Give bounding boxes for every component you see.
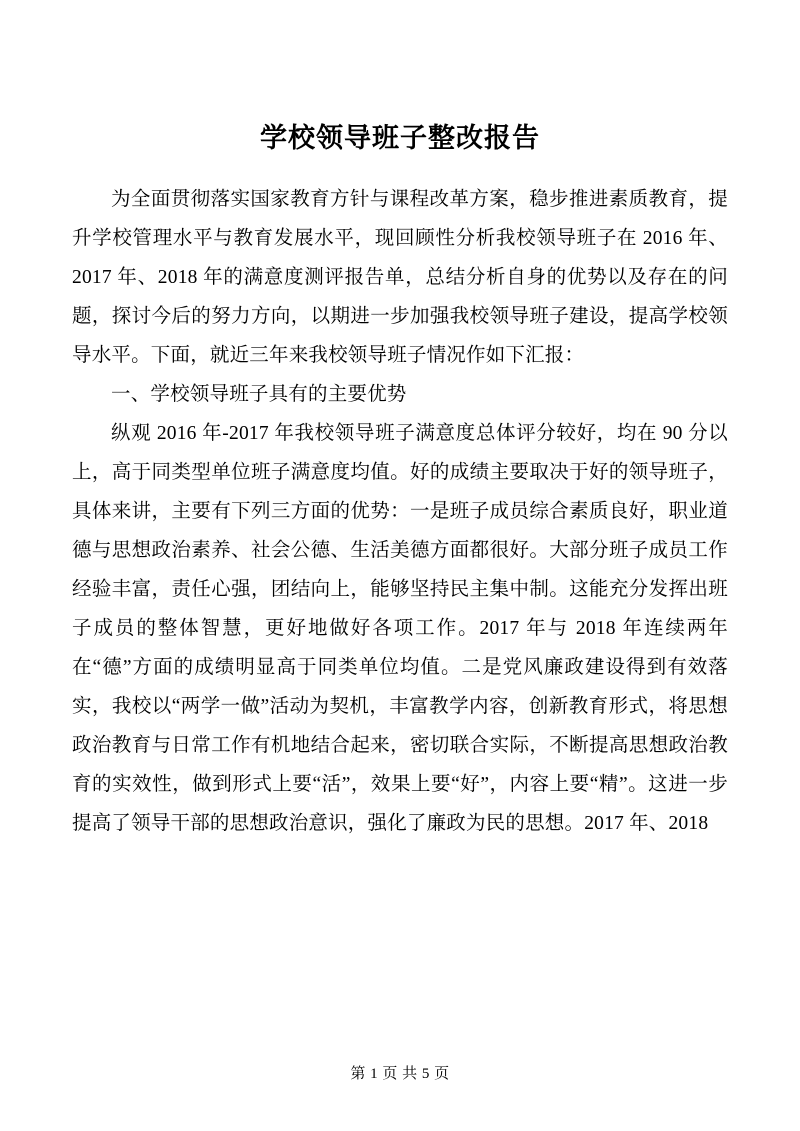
paragraph-intro: 为全面贯彻落实国家教育方针与课程改革方案，稳步推进素质教育，提升学校管理水平与教育发展水平，现回顾性分析我校领导班子在 2016 年、2017 年、2018 年的满意度测评报告单，总结分析自身的优势以及存在的问题，探讨今后的努力方向，以期进一步加强我校领导班子建设，提高学校领导水平。下面，就近三年来我校领导班子情况作如下汇报： — [72, 188, 728, 366]
paragraph-body: 纵观 2016 年-2017 年我校领导班子满意度总体评分较好，均在 90 分以上，高于同类型单位班子满意度均值。好的成绩主要取决于好的领导班子，具体来讲，主要有下列三方面的优势：一是班子成员综合素质良好，职业道德与思想政治素养、社会公德、生活美德方面都很好。大部分班子成员工作经验丰富，责任心强，团结向上，能够坚持民主集中制。这能充分发挥出班子成员的整体智慧，更好地做好各项工作。2017 年与 2018 年连续两年在“德”方面的成绩明显高于同类单位均值。二是党风廉政建设得到有效落实，我校以“两学一做”活动为契机，丰富教学内容，创新教育形式，将思想政治教育与日常工作有机地结合起来，密切联合实际，不断提高思想政治教育的实效性，做到形式上要“活”，效果上要“好”，内容上要“精”。这进一步提高了领导干部的思想政治意识，强化了廉政为民的思想。2017 年、2018 — [72, 422, 728, 834]
page-footer: 第 1 页 共 5 页 — [350, 1066, 450, 1082]
paragraph-section-heading: 一、学校领导班子具有的主要优势 — [111, 383, 407, 405]
page-title: 学校领导班子整改报告 — [260, 123, 540, 153]
